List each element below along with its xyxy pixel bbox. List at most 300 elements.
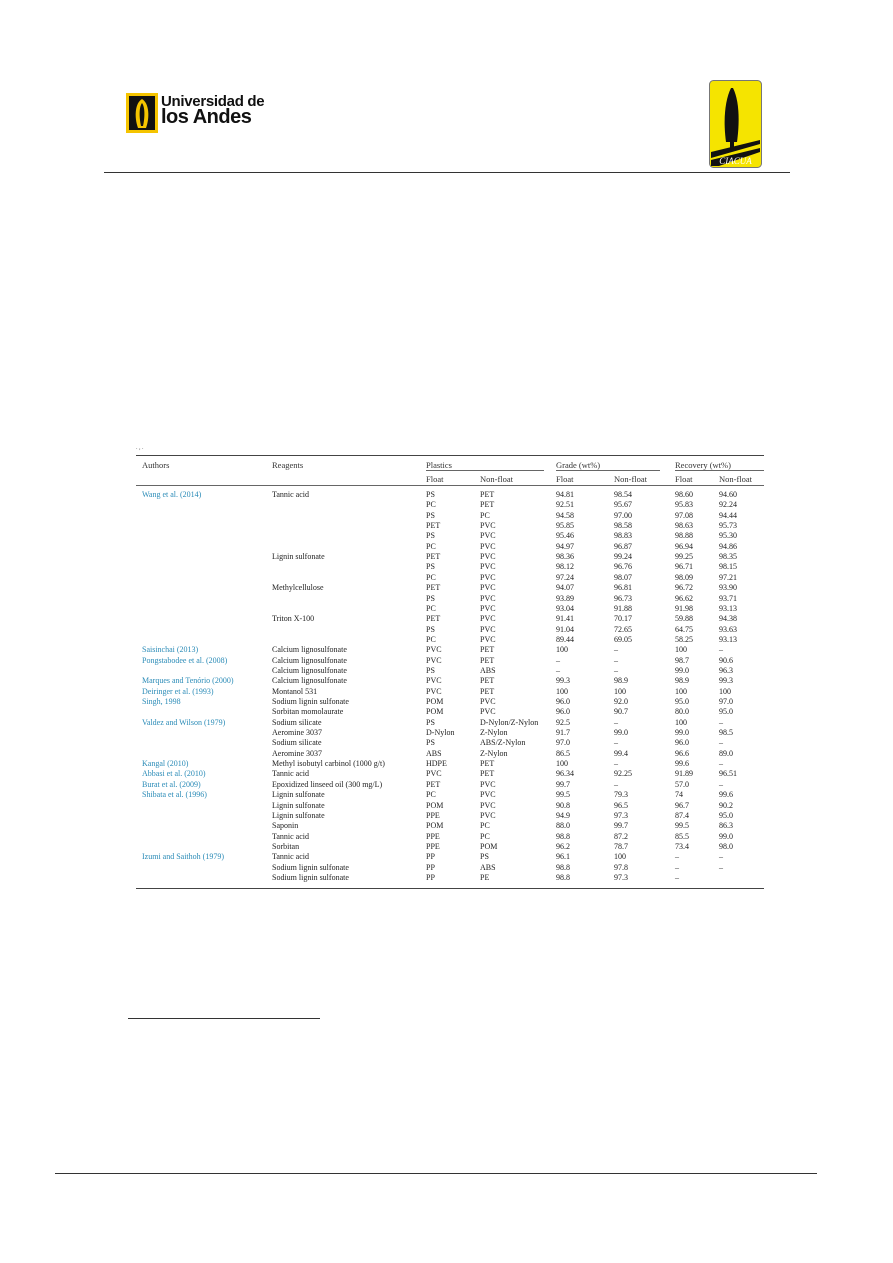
plastic-nonfloat-cell: PET bbox=[480, 686, 495, 696]
recovery-float-cell: 58.25 bbox=[675, 634, 693, 644]
reagent-cell: Tannic acid bbox=[272, 490, 309, 499]
plastic-nonfloat-cell: Z-Nylon bbox=[480, 748, 508, 758]
plastic-nonfloat-cell: PVC bbox=[480, 562, 496, 572]
table-row bbox=[136, 780, 764, 790]
table-row bbox=[136, 738, 764, 748]
recovery-nonfloat-cell: 86.3 bbox=[719, 821, 733, 831]
author-cell[interactable]: Saisinchai (2013) bbox=[142, 645, 199, 655]
recovery-float-cell: 64.75 bbox=[675, 624, 693, 634]
recovery-float-cell: 98.09 bbox=[675, 572, 693, 582]
table-row bbox=[136, 666, 764, 676]
plastic-float-cell: PET bbox=[426, 521, 441, 531]
logo-line-2: los Andes bbox=[161, 106, 252, 128]
grade-nonfloat-cell: – bbox=[614, 665, 618, 675]
table-row bbox=[136, 852, 764, 862]
grade-float-cell: 96.0 bbox=[556, 697, 570, 706]
grade-float-cell: 91.7 bbox=[556, 728, 570, 738]
reagent-cell: Tannic acid bbox=[272, 769, 309, 779]
ciacua-logo-text: CIACUA bbox=[719, 156, 752, 166]
logo-line-1: Universidad de bbox=[161, 93, 265, 110]
header-recovery: Recovery (wt%) bbox=[675, 460, 731, 470]
grade-nonfloat-cell: 98.83 bbox=[614, 531, 632, 541]
recovery-nonfloat-cell: 94.86 bbox=[719, 541, 737, 551]
grade-float-cell: 95.46 bbox=[556, 531, 574, 541]
plastic-nonfloat-cell: PET bbox=[480, 676, 495, 686]
table-row bbox=[136, 707, 764, 717]
grade-float-cell: 90.8 bbox=[556, 800, 570, 810]
plastic-nonfloat-cell: ABS/Z-Nylon bbox=[480, 738, 526, 748]
table-caption-fragment: . , . bbox=[136, 445, 144, 451]
recovery-float-cell: 96.72 bbox=[675, 583, 693, 593]
grade-float-cell: 98.12 bbox=[556, 562, 574, 572]
header-recovery-nonfloat: Non-float bbox=[719, 474, 753, 484]
plastic-float-cell: PC bbox=[426, 500, 436, 510]
header-plastics-nonfloat: Non-float bbox=[480, 474, 514, 484]
grade-float-cell: 91.04 bbox=[556, 624, 574, 634]
plastic-nonfloat-cell: PVC bbox=[480, 707, 496, 717]
grade-nonfloat-cell: 70.17 bbox=[614, 614, 632, 624]
plastic-nonfloat-cell: ABS bbox=[480, 665, 496, 675]
grade-float-cell: 98.36 bbox=[556, 552, 574, 562]
reagent-cell: Lignin sulfonate bbox=[272, 790, 325, 800]
grade-nonfloat-cell: 99.24 bbox=[614, 552, 632, 562]
recovery-nonfloat-cell: 96.3 bbox=[719, 665, 733, 675]
grade-float-cell: 96.1 bbox=[556, 852, 570, 862]
table-row bbox=[136, 749, 764, 759]
recovery-nonfloat-cell: 95.0 bbox=[719, 707, 733, 717]
table-row bbox=[136, 645, 764, 655]
recovery-nonfloat-cell: 95.30 bbox=[719, 531, 737, 541]
grade-float-cell: 91.41 bbox=[556, 614, 574, 624]
ciacua-logo bbox=[709, 80, 762, 168]
recovery-nonfloat-cell: 98.35 bbox=[719, 552, 737, 562]
plastic-float-cell: POM bbox=[426, 800, 444, 810]
cypress-tree-emblem-icon bbox=[709, 80, 762, 168]
plastic-nonfloat-cell: PE bbox=[480, 872, 490, 882]
recovery-nonfloat-cell: 99.0 bbox=[719, 831, 733, 841]
grade-float-cell: 88.0 bbox=[556, 821, 570, 831]
table-row bbox=[136, 821, 764, 831]
recovery-nonfloat-cell: 95.73 bbox=[719, 521, 737, 531]
recovery-float-cell: 96.94 bbox=[675, 541, 693, 551]
grade-subrule bbox=[556, 470, 660, 471]
universidad-de-los-andes-logo bbox=[126, 93, 266, 133]
reagent-cell: Methylcellulose bbox=[272, 583, 324, 593]
plastic-nonfloat-cell: D-Nylon/Z-Nylon bbox=[480, 717, 539, 727]
grade-float-cell: 95.85 bbox=[556, 521, 574, 531]
grade-nonfloat-cell: 98.9 bbox=[614, 676, 628, 686]
author-cell[interactable]: Burat et al. (2009) bbox=[142, 779, 201, 789]
plastic-float-cell: PVC bbox=[426, 769, 442, 779]
table-row bbox=[136, 542, 764, 552]
plastic-nonfloat-cell: POM bbox=[480, 841, 498, 851]
plastic-float-cell: PC bbox=[426, 603, 436, 613]
table-row bbox=[136, 594, 764, 604]
plastic-float-cell: PS bbox=[426, 738, 435, 748]
plastic-nonfloat-cell: PVC bbox=[480, 603, 496, 613]
recovery-nonfloat-cell: 93.13 bbox=[719, 603, 737, 613]
grade-float-cell: 94.9 bbox=[556, 810, 570, 820]
plastic-float-cell: PET bbox=[426, 552, 441, 562]
reagent-cell: Montanol 531 bbox=[272, 686, 318, 696]
grade-float-cell: 100 bbox=[556, 645, 568, 655]
reagent-cell: Sodium silicate bbox=[272, 738, 322, 748]
grade-nonfloat-cell: 90.7 bbox=[614, 707, 628, 717]
recovery-nonfloat-cell: 94.60 bbox=[719, 490, 737, 499]
grade-float-cell: 86.5 bbox=[556, 748, 570, 758]
reagent-cell: Calcium lignosulfonate bbox=[272, 645, 347, 655]
header-grade: Grade (wt%) bbox=[556, 460, 601, 470]
plastic-float-cell: HDPE bbox=[426, 759, 447, 769]
plastic-float-cell: PC bbox=[426, 634, 436, 644]
recovery-float-cell: 73.4 bbox=[675, 841, 689, 851]
plastic-nonfloat-cell: PVC bbox=[480, 583, 496, 593]
recovery-float-cell: 96.71 bbox=[675, 562, 693, 572]
author-cell[interactable]: Singh, 1998 bbox=[142, 697, 181, 706]
plastic-nonfloat-cell: PVC bbox=[480, 779, 496, 789]
grade-float-cell: 97.0 bbox=[556, 738, 570, 748]
table-row bbox=[136, 573, 764, 583]
grade-float-cell: 99.5 bbox=[556, 790, 570, 800]
recovery-nonfloat-cell: 93.13 bbox=[719, 634, 737, 644]
plastic-float-cell: PS bbox=[426, 510, 435, 520]
table-row bbox=[136, 500, 764, 510]
plastic-float-cell: PPE bbox=[426, 841, 440, 851]
plastic-nonfloat-cell: PS bbox=[480, 852, 489, 862]
table-row bbox=[136, 531, 764, 541]
recovery-float-cell: 85.5 bbox=[675, 831, 689, 841]
grade-float-cell: 94.81 bbox=[556, 490, 574, 499]
table-row bbox=[136, 842, 764, 852]
recovery-nonfloat-cell: 89.0 bbox=[719, 748, 733, 758]
grade-nonfloat-cell: 96.81 bbox=[614, 583, 632, 593]
reagent-cell: Aeromine 3037 bbox=[272, 748, 322, 758]
author-cell[interactable]: Shibata et al. (1996) bbox=[142, 790, 207, 800]
plastic-nonfloat-cell: PVC bbox=[480, 552, 496, 562]
table-header-rule bbox=[136, 485, 764, 486]
grade-nonfloat-cell: – bbox=[614, 779, 618, 789]
grade-float-cell: 99.7 bbox=[556, 779, 570, 789]
recovery-float-cell: – bbox=[675, 852, 679, 862]
grade-nonfloat-cell: 100 bbox=[614, 686, 626, 696]
recovery-float-cell: 99.5 bbox=[675, 821, 689, 831]
author-cell[interactable]: Pongstabodee et al. (2008) bbox=[142, 655, 228, 665]
recovery-float-cell: 95.0 bbox=[675, 697, 689, 706]
author-cell[interactable]: Wang et al. (2014) bbox=[142, 490, 202, 499]
recovery-float-cell: 99.0 bbox=[675, 665, 689, 675]
recovery-float-cell: 99.6 bbox=[675, 759, 689, 769]
table-row bbox=[136, 811, 764, 821]
table-row bbox=[136, 728, 764, 738]
reagent-cell: Sodium lignin sulfonate bbox=[272, 872, 349, 882]
grade-nonfloat-cell: 96.5 bbox=[614, 800, 628, 810]
table-row bbox=[136, 718, 764, 728]
recovery-nonfloat-cell: – bbox=[719, 852, 723, 862]
reagent-cell: Triton X-100 bbox=[272, 614, 315, 624]
table-row bbox=[136, 562, 764, 572]
plastic-float-cell: ABS bbox=[426, 748, 442, 758]
grade-float-cell: 93.04 bbox=[556, 603, 574, 613]
grade-float-cell: 96.2 bbox=[556, 841, 570, 851]
header-recovery-float: Float bbox=[675, 474, 693, 484]
recovery-nonfloat-cell: – bbox=[719, 779, 723, 789]
author-cell[interactable]: Marques and Tenório (2000) bbox=[142, 676, 234, 686]
recovery-nonfloat-cell: 98.15 bbox=[719, 562, 737, 572]
plastic-float-cell: PC bbox=[426, 572, 436, 582]
recovery-float-cell: 59.88 bbox=[675, 614, 693, 624]
plastic-nonfloat-cell: ABS bbox=[480, 862, 496, 872]
table-row bbox=[136, 614, 764, 624]
plastic-nonfloat-cell: PET bbox=[480, 645, 495, 655]
plastics-subrule bbox=[426, 470, 544, 471]
grade-float-cell: 96.0 bbox=[556, 707, 570, 717]
plastic-float-cell: PP bbox=[426, 872, 435, 882]
grade-nonfloat-cell: 97.00 bbox=[614, 510, 632, 520]
plastic-nonfloat-cell: PVC bbox=[480, 624, 496, 634]
grade-float-cell: – bbox=[556, 665, 560, 675]
plastic-nonfloat-cell: PVC bbox=[480, 531, 496, 541]
recovery-float-cell: 57.0 bbox=[675, 779, 689, 789]
recovery-float-cell: 96.6 bbox=[675, 748, 689, 758]
table-row bbox=[136, 604, 764, 614]
plastic-nonfloat-cell: PC bbox=[480, 821, 490, 831]
table-row bbox=[136, 521, 764, 531]
table-row bbox=[136, 511, 764, 521]
grade-nonfloat-cell: – bbox=[614, 717, 618, 727]
plastic-nonfloat-cell: PVC bbox=[480, 800, 496, 810]
reagent-cell: Lignin sulfonate bbox=[272, 800, 325, 810]
grade-nonfloat-cell: 96.87 bbox=[614, 541, 632, 551]
plastic-nonfloat-cell: PVC bbox=[480, 541, 496, 551]
recovery-nonfloat-cell: 90.2 bbox=[719, 800, 733, 810]
plastic-nonfloat-cell: PVC bbox=[480, 572, 496, 582]
grade-float-cell: 97.24 bbox=[556, 572, 574, 582]
grade-nonfloat-cell: 79.3 bbox=[614, 790, 628, 800]
reagent-cell: Methyl isobutyl carbinol (1000 g/t) bbox=[272, 759, 385, 769]
grade-float-cell: 93.89 bbox=[556, 593, 574, 603]
plastic-nonfloat-cell: PET bbox=[480, 490, 495, 499]
recovery-nonfloat-cell: – bbox=[719, 862, 723, 872]
plastic-nonfloat-cell: Z-Nylon bbox=[480, 728, 508, 738]
author-cell[interactable]: Abbasi et al. (2010) bbox=[142, 769, 206, 779]
recovery-float-cell: 98.63 bbox=[675, 521, 693, 531]
plastic-float-cell: PET bbox=[426, 779, 441, 789]
reagent-cell: Calcium lignosulfonate bbox=[272, 665, 347, 675]
grade-nonfloat-cell: 78.7 bbox=[614, 841, 628, 851]
plastic-float-cell: PPE bbox=[426, 831, 440, 841]
plastic-float-cell: POM bbox=[426, 707, 444, 717]
reagent-cell: Calcium lignosulfonate bbox=[272, 655, 347, 665]
author-cell[interactable]: Izumi and Saithoh (1979) bbox=[142, 852, 224, 862]
plastic-nonfloat-cell: PET bbox=[480, 759, 495, 769]
recovery-nonfloat-cell: 93.63 bbox=[719, 624, 737, 634]
recovery-float-cell: – bbox=[675, 872, 679, 882]
table-row bbox=[136, 697, 764, 707]
header-plastics-float: Float bbox=[426, 474, 444, 484]
recovery-float-cell: 91.89 bbox=[675, 769, 693, 779]
header-grade-nonfloat: Non-float bbox=[614, 474, 648, 484]
table-row bbox=[136, 490, 764, 500]
grade-nonfloat-cell: 96.73 bbox=[614, 593, 632, 603]
grade-float-cell: 92.51 bbox=[556, 500, 574, 510]
plastic-float-cell: PET bbox=[426, 614, 441, 624]
table-row bbox=[136, 832, 764, 842]
grade-float-cell: 94.58 bbox=[556, 510, 574, 520]
author-cell[interactable]: Deiringer et al. (1993) bbox=[142, 686, 214, 696]
reagent-cell: Sorbitan momolaurate bbox=[272, 707, 344, 717]
recovery-float-cell: 91.98 bbox=[675, 603, 693, 613]
plastic-nonfloat-cell: PC bbox=[480, 831, 490, 841]
recovery-nonfloat-cell: – bbox=[719, 645, 723, 655]
table-row bbox=[136, 863, 764, 873]
reagent-cell: Tannic acid bbox=[272, 831, 309, 841]
header-divider bbox=[104, 172, 790, 173]
recovery-nonfloat-cell: 95.0 bbox=[719, 810, 733, 820]
recovery-float-cell: – bbox=[675, 862, 679, 872]
plastic-float-cell: D-Nylon bbox=[426, 728, 455, 738]
plastic-nonfloat-cell: PET bbox=[480, 769, 495, 779]
recovery-nonfloat-cell: – bbox=[719, 717, 723, 727]
recovery-nonfloat-cell: 92.24 bbox=[719, 500, 737, 510]
recovery-float-cell: 74 bbox=[675, 790, 683, 800]
recovery-float-cell: 87.4 bbox=[675, 810, 689, 820]
table-row bbox=[136, 769, 764, 779]
plastic-float-cell: POM bbox=[426, 697, 444, 706]
grade-nonfloat-cell: – bbox=[614, 655, 618, 665]
recovery-float-cell: 100 bbox=[675, 686, 687, 696]
recovery-nonfloat-cell: 93.71 bbox=[719, 593, 737, 603]
plastic-float-cell: PC bbox=[426, 790, 436, 800]
recovery-float-cell: 99.0 bbox=[675, 728, 689, 738]
university-emblem-icon bbox=[126, 93, 158, 133]
recovery-nonfloat-cell: 90.6 bbox=[719, 655, 733, 665]
reagent-cell: Lignin sulfonate bbox=[272, 810, 325, 820]
table-row bbox=[136, 801, 764, 811]
recovery-nonfloat-cell: – bbox=[719, 759, 723, 769]
grade-nonfloat-cell: 98.54 bbox=[614, 490, 632, 499]
recovery-float-cell: 99.25 bbox=[675, 552, 693, 562]
grade-nonfloat-cell: 97.8 bbox=[614, 862, 628, 872]
grade-nonfloat-cell: 87.2 bbox=[614, 831, 628, 841]
reagent-cell: Sodium lignin sulfonate bbox=[272, 862, 349, 872]
recovery-float-cell: 100 bbox=[675, 717, 687, 727]
grade-float-cell: 94.07 bbox=[556, 583, 574, 593]
table-row bbox=[136, 873, 764, 883]
grade-nonfloat-cell: 91.88 bbox=[614, 603, 632, 613]
grade-float-cell: 100 bbox=[556, 686, 568, 696]
grade-nonfloat-cell: 99.0 bbox=[614, 728, 628, 738]
plastic-float-cell: PET bbox=[426, 583, 441, 593]
table-row bbox=[136, 676, 764, 686]
grade-nonfloat-cell: 92.0 bbox=[614, 697, 628, 706]
plastic-float-cell: PVC bbox=[426, 676, 442, 686]
recovery-float-cell: 96.7 bbox=[675, 800, 689, 810]
reagent-cell: Calcium lignosulfonate bbox=[272, 676, 347, 686]
reagent-cell: Aeromine 3037 bbox=[272, 728, 322, 738]
footnote-divider bbox=[128, 1018, 320, 1019]
recovery-nonfloat-cell: 97.21 bbox=[719, 572, 737, 582]
plastic-nonfloat-cell: PVC bbox=[480, 634, 496, 644]
recovery-nonfloat-cell: 99.6 bbox=[719, 790, 733, 800]
grade-float-cell: 100 bbox=[556, 759, 568, 769]
grade-nonfloat-cell: 69.05 bbox=[614, 634, 632, 644]
recovery-nonfloat-cell: 94.38 bbox=[719, 614, 737, 624]
grade-nonfloat-cell: 92.25 bbox=[614, 769, 632, 779]
reagent-cell: Epoxidized linseed oil (300 mg/L) bbox=[272, 779, 383, 789]
table-row bbox=[136, 687, 764, 697]
plastic-float-cell: POM bbox=[426, 821, 444, 831]
grade-nonfloat-cell: 97.3 bbox=[614, 872, 628, 882]
grade-float-cell: 98.8 bbox=[556, 831, 570, 841]
reagent-cell: Sorbitan bbox=[272, 841, 300, 851]
plastic-float-cell: PPE bbox=[426, 810, 440, 820]
recovery-nonfloat-cell: 97.0 bbox=[719, 697, 733, 706]
header-plastics: Plastics bbox=[426, 460, 452, 470]
recovery-float-cell: 98.9 bbox=[675, 676, 689, 686]
grade-nonfloat-cell: 100 bbox=[614, 852, 626, 862]
grade-nonfloat-cell: 96.76 bbox=[614, 562, 632, 572]
plastic-float-cell: PVC bbox=[426, 655, 442, 665]
plastic-float-cell: PS bbox=[426, 665, 435, 675]
grade-float-cell: 96.34 bbox=[556, 769, 574, 779]
plastic-float-cell: PC bbox=[426, 541, 436, 551]
grade-nonfloat-cell: 99.7 bbox=[614, 821, 628, 831]
recovery-nonfloat-cell: 100 bbox=[719, 686, 731, 696]
plastic-float-cell: PS bbox=[426, 717, 435, 727]
recovery-nonfloat-cell: 93.90 bbox=[719, 583, 737, 593]
author-cell[interactable]: Valdez and Wilson (1979) bbox=[142, 717, 226, 727]
reagent-cell: Lignin sulfonate bbox=[272, 552, 325, 562]
plastic-nonfloat-cell: PVC bbox=[480, 810, 496, 820]
grade-nonfloat-cell: 98.58 bbox=[614, 521, 632, 531]
grade-float-cell: – bbox=[556, 655, 560, 665]
table-row bbox=[136, 625, 764, 635]
plastic-nonfloat-cell: PVC bbox=[480, 614, 496, 624]
table-row bbox=[136, 790, 764, 800]
author-cell[interactable]: Kangal (2010) bbox=[142, 759, 189, 769]
recovery-float-cell: 98.7 bbox=[675, 655, 689, 665]
reagent-cell: Saponin bbox=[272, 821, 299, 831]
grade-nonfloat-cell: 99.4 bbox=[614, 748, 628, 758]
plastic-float-cell: PP bbox=[426, 862, 435, 872]
grade-float-cell: 92.5 bbox=[556, 717, 570, 727]
plastic-float-cell: PVC bbox=[426, 686, 442, 696]
plastic-nonfloat-cell: PVC bbox=[480, 790, 496, 800]
grade-nonfloat-cell: – bbox=[614, 645, 618, 655]
table-bottom-rule bbox=[136, 888, 764, 889]
plastic-float-cell: PS bbox=[426, 562, 435, 572]
plastic-float-cell: PP bbox=[426, 852, 435, 862]
recovery-nonfloat-cell: 94.44 bbox=[719, 510, 737, 520]
recovery-float-cell: 95.83 bbox=[675, 500, 693, 510]
grade-float-cell: 94.97 bbox=[556, 541, 574, 551]
plastic-float-cell: PS bbox=[426, 593, 435, 603]
header-reagents: Reagents bbox=[272, 460, 304, 470]
recovery-float-cell: 100 bbox=[675, 645, 687, 655]
grade-float-cell: 89.44 bbox=[556, 634, 574, 644]
recovery-nonfloat-cell: 98.0 bbox=[719, 841, 733, 851]
grade-nonfloat-cell: – bbox=[614, 738, 618, 748]
plastic-nonfloat-cell: PVC bbox=[480, 593, 496, 603]
plastic-nonfloat-cell: PC bbox=[480, 510, 490, 520]
plastic-nonfloat-cell: PET bbox=[480, 655, 495, 665]
grade-nonfloat-cell: 97.3 bbox=[614, 810, 628, 820]
grade-nonfloat-cell: 98.07 bbox=[614, 572, 632, 582]
grade-nonfloat-cell: 95.67 bbox=[614, 500, 632, 510]
recovery-nonfloat-cell: 98.5 bbox=[719, 728, 733, 738]
recovery-float-cell: 96.0 bbox=[675, 738, 689, 748]
plastic-nonfloat-cell: PVC bbox=[480, 697, 496, 706]
